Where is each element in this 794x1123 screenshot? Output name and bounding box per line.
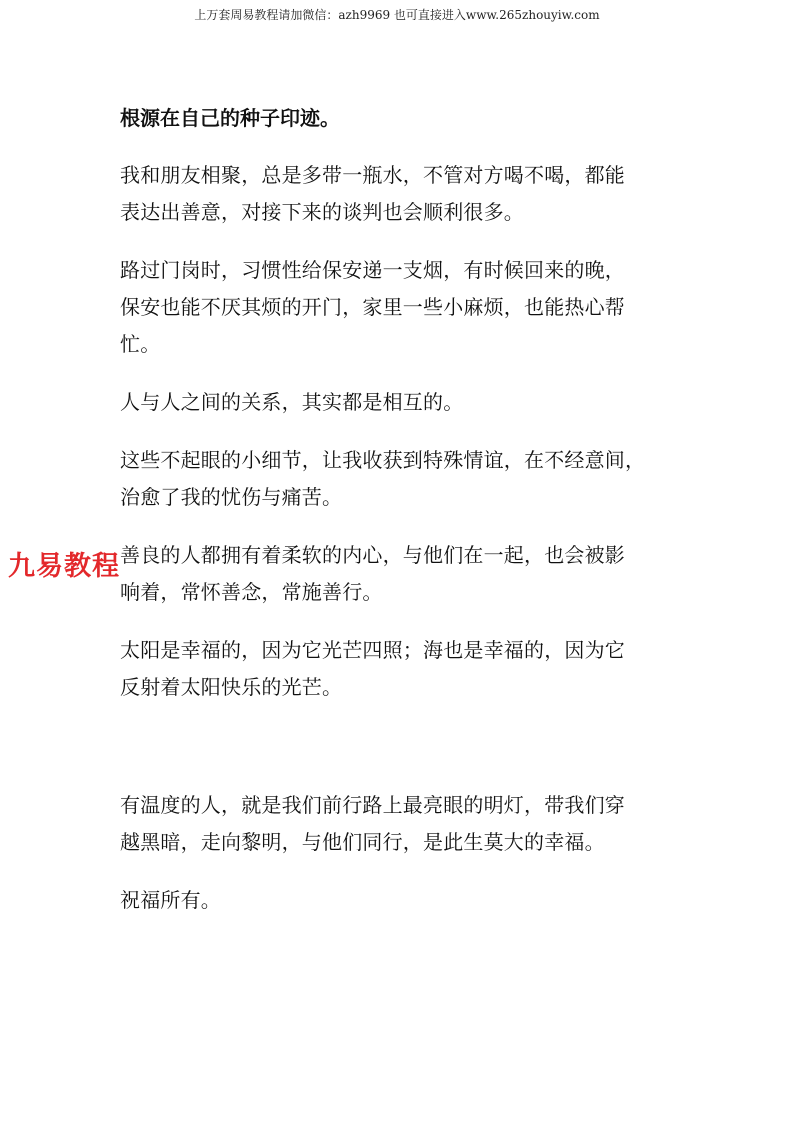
paragraph-guard <box>120 252 680 363</box>
paragraph-line: 忙。 <box>120 332 161 356</box>
paragraph-line: 治愈了我的忧伤与痛苦。 <box>120 485 343 509</box>
section-gap <box>120 727 680 787</box>
paragraph-line: 有温度的人，就是我们前行路上最亮眼的明灯，带我们穿 <box>120 793 625 817</box>
paragraph-line: 我和朋友相聚，总是多带一瓶水，不管对方喝不喝，都能 <box>120 163 625 187</box>
paragraph-line: 太阳是幸福的，因为它光芒四照；海也是幸福的，因为它 <box>120 638 625 662</box>
paragraph-line: 善良的人都拥有着柔软的内心，与他们在一起，也会被影 <box>120 543 625 567</box>
paragraph-water <box>120 157 680 231</box>
article-heading: 根源在自己的种子印迹。 <box>120 106 340 130</box>
article-body <box>120 100 680 940</box>
paragraph-line: 越黑暗，走向黎明，与他们同行，是此生莫大的幸福。 <box>120 830 605 854</box>
paragraph-line: 响着，常怀善念，常施善行。 <box>120 580 383 604</box>
paragraph-sun-sea <box>120 632 680 706</box>
paragraph-line: 路过门岗时，习惯性给保安递一支烟，有时候回来的晚， <box>120 258 625 282</box>
paragraph-line: 反射着太阳快乐的光芒。 <box>120 675 343 699</box>
paragraph-line: 人与人之间的关系，其实都是相互的。 <box>120 390 464 414</box>
paragraph-details <box>120 442 680 516</box>
paragraph-line: 保安也能不厌其烦的开门，家里一些小麻烦，也能热心帮 <box>120 295 625 319</box>
paragraph-kindness <box>120 537 680 611</box>
paragraph-line: 表达出善意，对接下来的谈判也会顺利很多。 <box>120 200 524 224</box>
paragraph-blessing <box>120 882 680 919</box>
watermark-logo: 九易教程 <box>8 551 120 582</box>
header-notice: 上万套周易教程请加微信：azh9969 也可直接进入www.265zhouyiw.com <box>194 8 600 22</box>
paragraph-line: 这些不起眼的小细节，让我收获到特殊情谊，在不经意间， <box>120 448 646 472</box>
paragraph-line: 祝福所有。 <box>120 888 221 912</box>
paragraph-mutual <box>120 384 680 421</box>
paragraph-warm-people <box>120 787 680 861</box>
